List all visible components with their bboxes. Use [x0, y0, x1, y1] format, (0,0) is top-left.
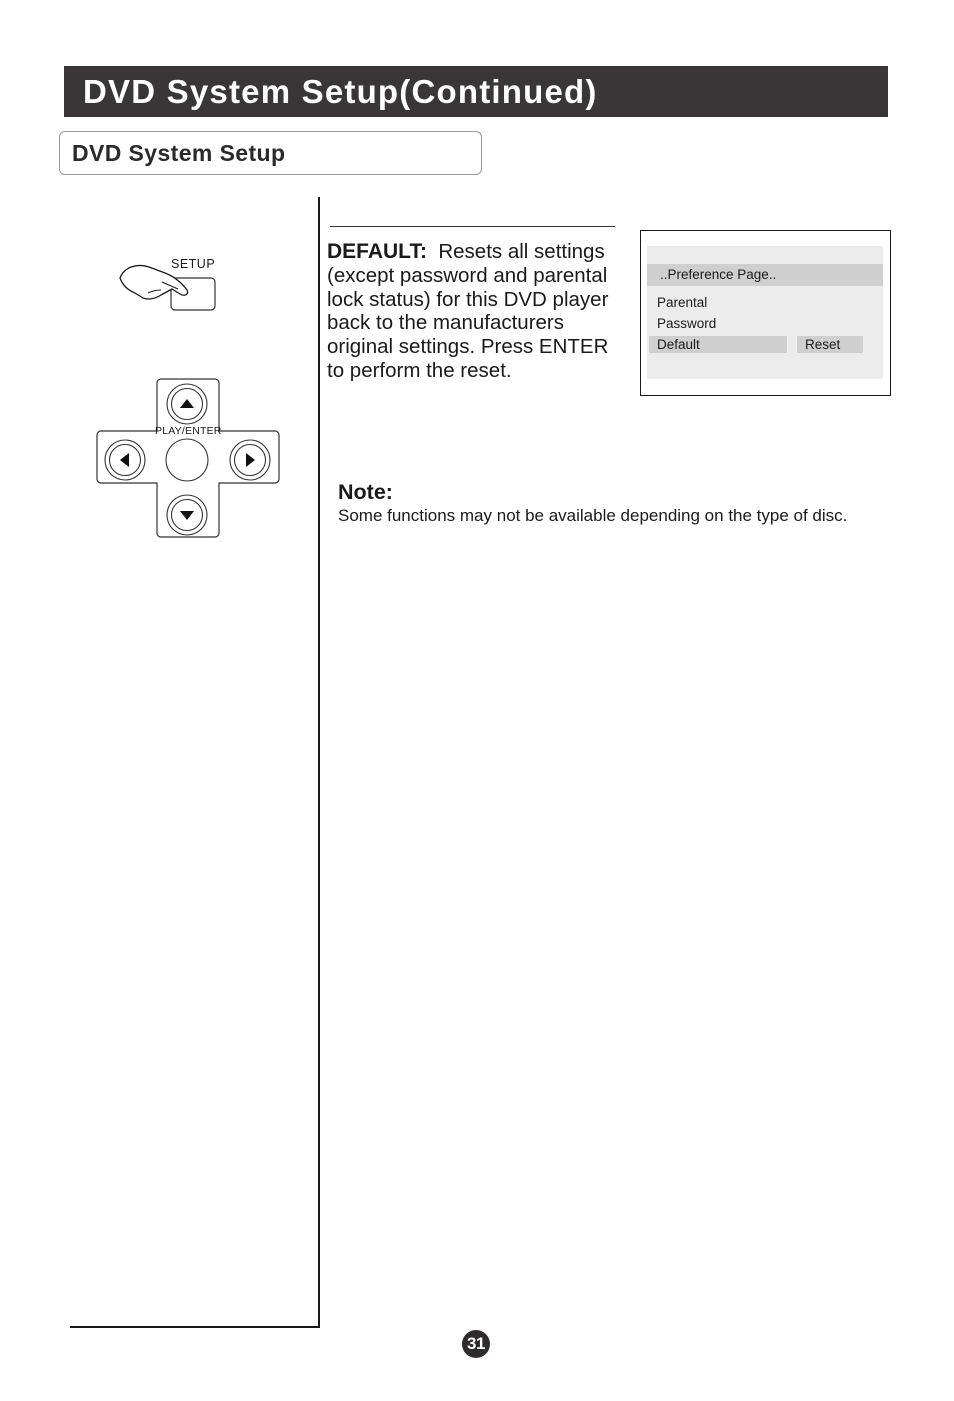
page-title-bar — [64, 66, 888, 117]
osd-menu-panel — [647, 246, 883, 379]
osd-menu-screenshot — [640, 230, 891, 396]
navigation-pad-illustration — [95, 377, 283, 539]
enter-button-icon — [166, 439, 208, 481]
osd-item-password: Password — [657, 316, 717, 331]
osd-menu-header: ..Preference Page.. — [647, 264, 883, 286]
column-divider — [318, 197, 320, 1328]
page-title: DVD System Setup(Continued) — [83, 72, 598, 110]
arrow-left-icon — [105, 440, 145, 480]
arrow-up-icon — [167, 384, 207, 424]
description-lead: DEFAULT: — [327, 240, 427, 263]
osd-item-parental: Parental — [657, 295, 708, 310]
arrow-down-icon — [167, 495, 207, 535]
description-text: Resets all settings (except password and parental lock status) for this DVD player back to the manufacturers original settings. Press ENTER to perform the reset. — [327, 240, 609, 382]
setup-label: SETUP — [171, 257, 216, 271]
osd-value-reset: Reset — [805, 337, 841, 352]
note-title: Note: — [338, 480, 393, 504]
arrow-right-icon — [230, 440, 270, 480]
note-text: Some functions may not be available depending on the type of disc. — [338, 506, 848, 525]
page-number: 31 — [462, 1330, 490, 1358]
osd-item-default: Default — [657, 337, 700, 352]
description-top-rule — [330, 226, 615, 227]
default-description — [327, 240, 627, 383]
section-heading — [59, 131, 482, 175]
play-enter-label: PLAY/ENTER — [155, 425, 222, 437]
section-title: DVD System Setup — [72, 139, 286, 166]
bottom-rule — [70, 1326, 320, 1328]
